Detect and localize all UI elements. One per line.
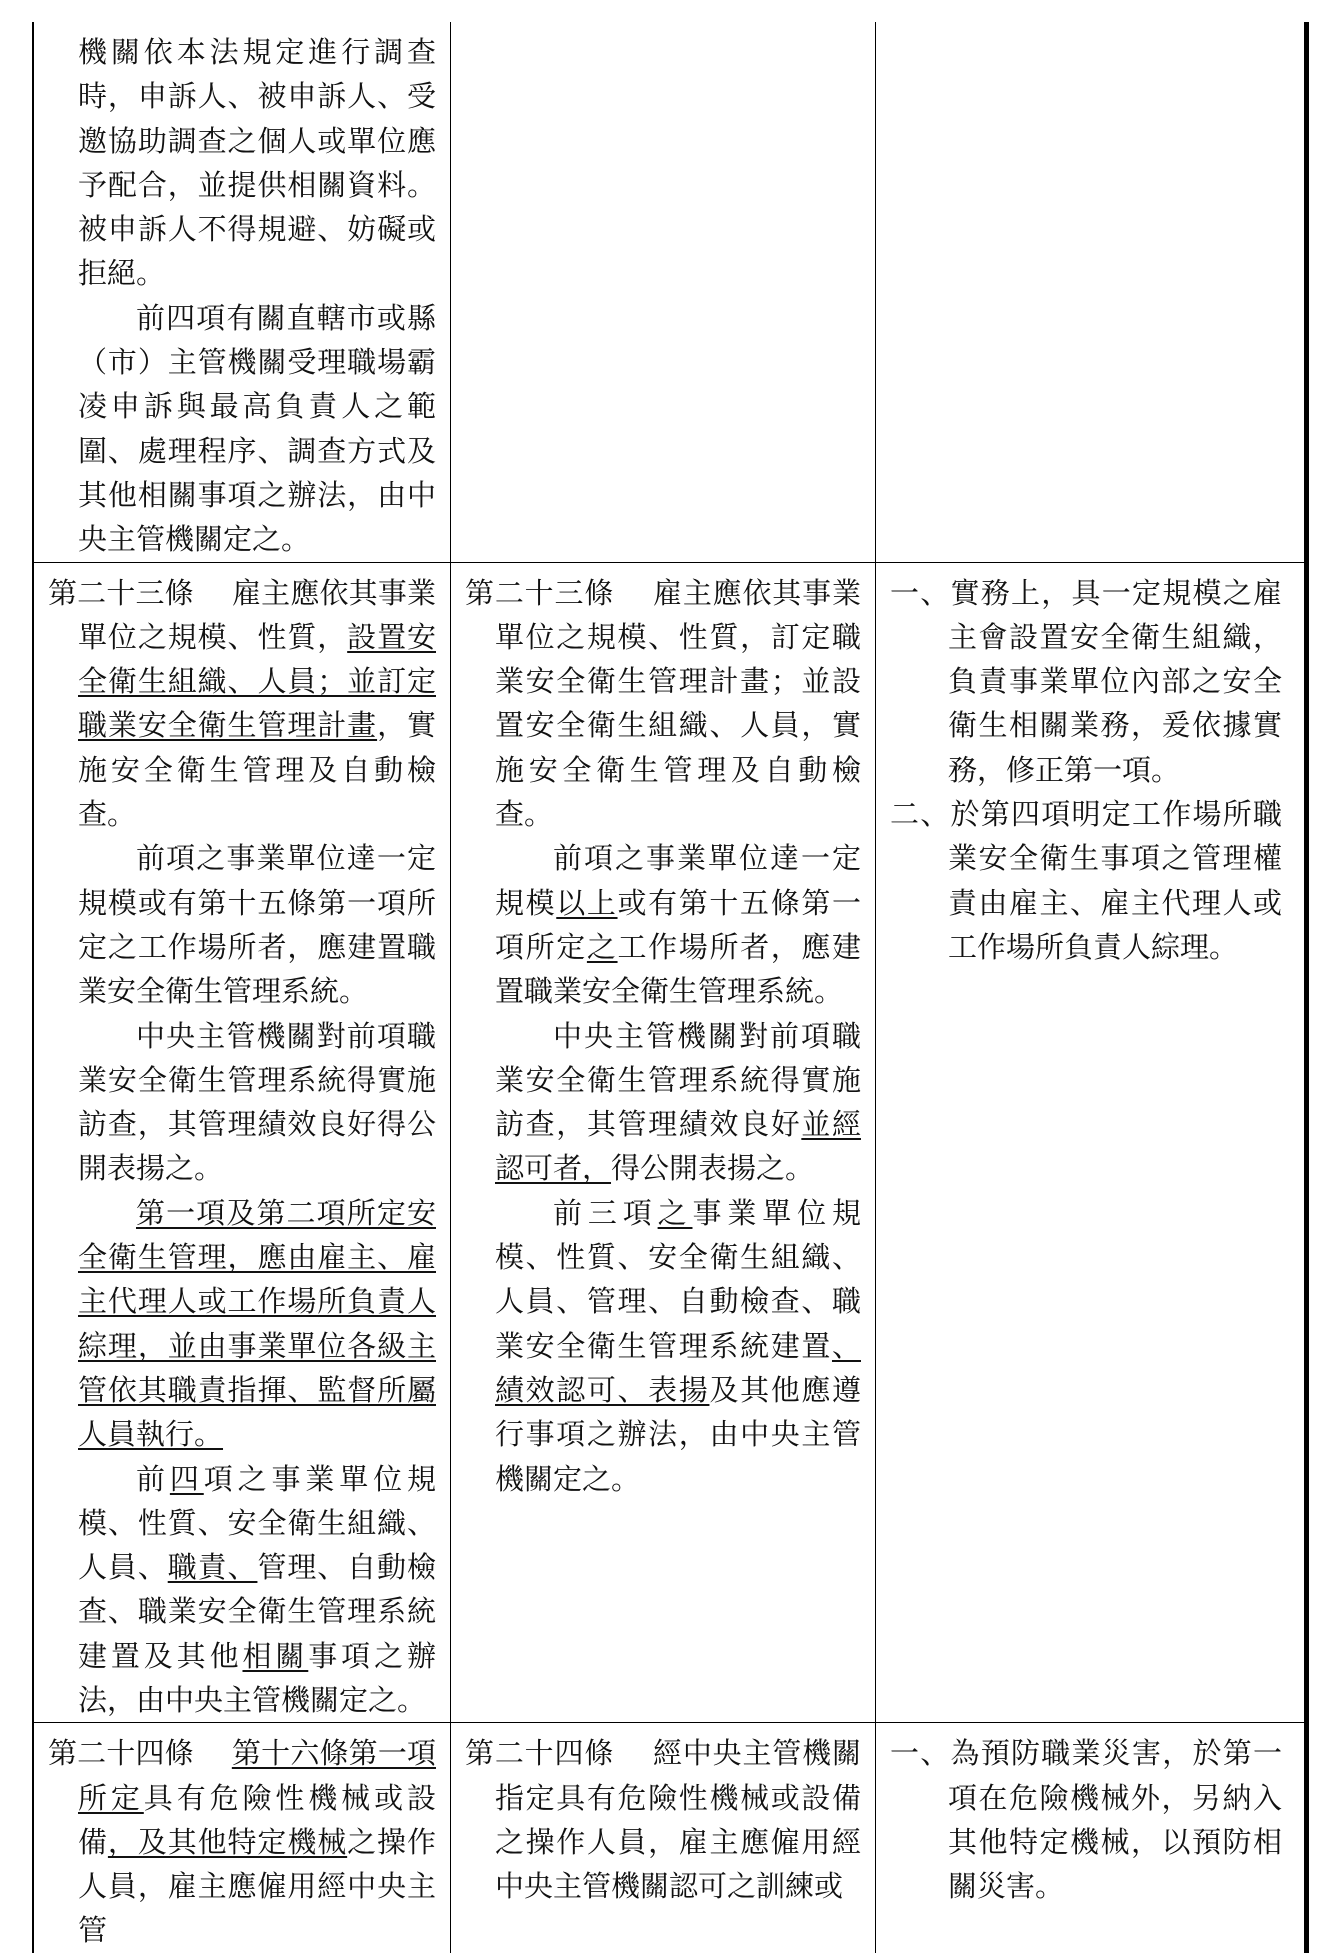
law-paragraph [465,836,861,1013]
underlined-amendment-text: 、績效認可、表揚 [495,1328,861,1407]
current-text-cell [451,1723,876,1953]
underlined-amendment-text: 相關 [242,1638,309,1673]
law-paragraph [48,1014,436,1191]
law-paragraph [48,296,436,562]
text-segment: 或有第十五條第一項所定 [495,885,861,964]
article-paragraph [465,1731,861,1908]
law-paragraph [48,1191,436,1457]
text-segment: 雇主應依其事業單位之規模、性質，訂定職業安全衛生管理計畫；並設置安全衛生組織、人員，實施安全衛生管理及自動檢查。 [495,575,861,832]
text-segment: 項之事業單位規模、性質、安全衛生組織、人員、 [78,1461,436,1585]
text-segment: 前四項有關直轄市或縣（市）主管機關受理職場霸凌申訴與最高負責人之範圍、處理程序、調查方式及其他相關事項之辦法，由中央主管機關定之。 [78,300,436,557]
article-number: 第二十四條 [48,1736,194,1771]
law-paragraph [48,1457,436,1723]
explanation-item: 二、於第四項明定工作場所職業安全衛生事項之管理權責由雇主、雇主代理人或工作場所負責人綜理。 [890,797,1282,964]
underlined-amendment-text: 並經認可者， [495,1107,861,1186]
law-paragraph [48,836,436,1013]
text-segment: 工作場所者，應建置職業安全衛生管理系統。 [495,929,861,1009]
text-segment: 前 [136,1461,170,1496]
explanation-item: 一、實務上，具一定規模之雇主會設置安全衛生組織，負責事業單位內部之安全衛生相關業務，爰依據實務，修正第一項。 [890,575,1282,787]
text-segment: 雇主應依其事業單位之規模、性質， [78,575,436,654]
article-paragraph [48,1731,436,1952]
text-segment: 之操作人員，雇主應僱用經中央主管 [78,1824,436,1948]
article-number: 第二十三條 [48,575,194,610]
text-segment: 機關依本法規定進行調查時，申訴人、被申訴人、受邀協助調查之個人或單位應予配合，並提供相關資料。被申訴人不得規避、妨礙或拒絕。 [78,35,436,291]
current-text-cell [451,562,876,1723]
amended-text-cell [33,562,451,1723]
explanation-item: 一、為預防職業災害，於第一項在危險機械外，另納入其他特定機械，以預防相關災害。 [890,1736,1282,1904]
text-segment: 經中央主管機關指定具有危險性機械或設備之操作人員，雇主應僱用經中央主管機關認可之訓練或 [495,1736,861,1904]
underlined-amendment-text: 第十六條第一項所定 [78,1736,436,1815]
current-text-cell [451,22,876,562]
law-paragraph [465,1014,861,1191]
explanation-cell [876,562,1307,1723]
underlined-amendment-text: 以上 [556,885,618,920]
underlined-amendment-text: ，及其他特定機械 [107,1824,348,1859]
text-segment: 事項之辦法，由中央主管機關定之。 [78,1638,436,1717]
explanation-cell [876,1723,1307,1953]
explanation-cell [876,22,1307,562]
article-number: 第二十四條 [465,1736,615,1771]
text-segment: 中央主管機關對前項職業安全衛生管理系統得實施訪查，其管理績效良好 [495,1018,861,1142]
article-number: 第二十三條 [465,575,615,610]
law-paragraph [465,1191,861,1501]
article-paragraph [465,571,861,837]
text-segment: ，實施安全衛生管理及自動檢查。 [78,708,436,832]
text-segment: 管理、自動檢查、職業安全衛生管理系統建置及其他 [78,1550,436,1673]
law-paragraph [48,30,436,296]
underlined-amendment-text: 職責、 [167,1550,258,1585]
text-segment: 前項之事業單位達一定規模或有第十五條第一項所定之工作場所者，應建置職業安全衛生管理系統。 [78,841,436,1009]
text-segment: 及其他應遵行事項之辦法，由中央主管機關定之。 [495,1372,861,1496]
underlined-amendment-text: 第一項及第二項所定安全衛生管理，應由雇主、雇主代理人或工作場所負責人綜理，並由事業單位各級主管依其職責指揮、監督所屬人員執行。 [78,1195,436,1452]
text-segment: 事業單位規模、性質、安全衛生組織、人員、管理、自動檢查、職業安全衛生管理系統建置 [495,1195,861,1363]
amendment-comparison-table [32,22,1309,1953]
text-segment: 具有危險性機械或設備 [78,1780,436,1859]
underlined-amendment-text: 設置安全衛生組織、人員；並訂定職業安全衛生管理計畫 [78,619,436,743]
text-segment: 前項之事業單位達一定規模 [495,841,861,920]
article-paragraph [48,571,436,837]
text-segment: 中央主管機關對前項職業安全衛生管理系統得實施訪查，其管理績效良好得公開表揚之。 [78,1018,436,1186]
table-row [33,1723,1307,1953]
underlined-amendment-text: 之 [586,929,618,964]
amended-text-cell [33,22,451,562]
amended-text-cell [33,1723,451,1953]
underlined-amendment-text: 四 [169,1461,204,1496]
underlined-amendment-text: 之 [657,1195,693,1230]
text-segment: 前三項 [553,1195,658,1230]
table-row [33,562,1307,1723]
table-row [33,22,1307,562]
text-segment: 得公開表揚之。 [611,1151,815,1186]
